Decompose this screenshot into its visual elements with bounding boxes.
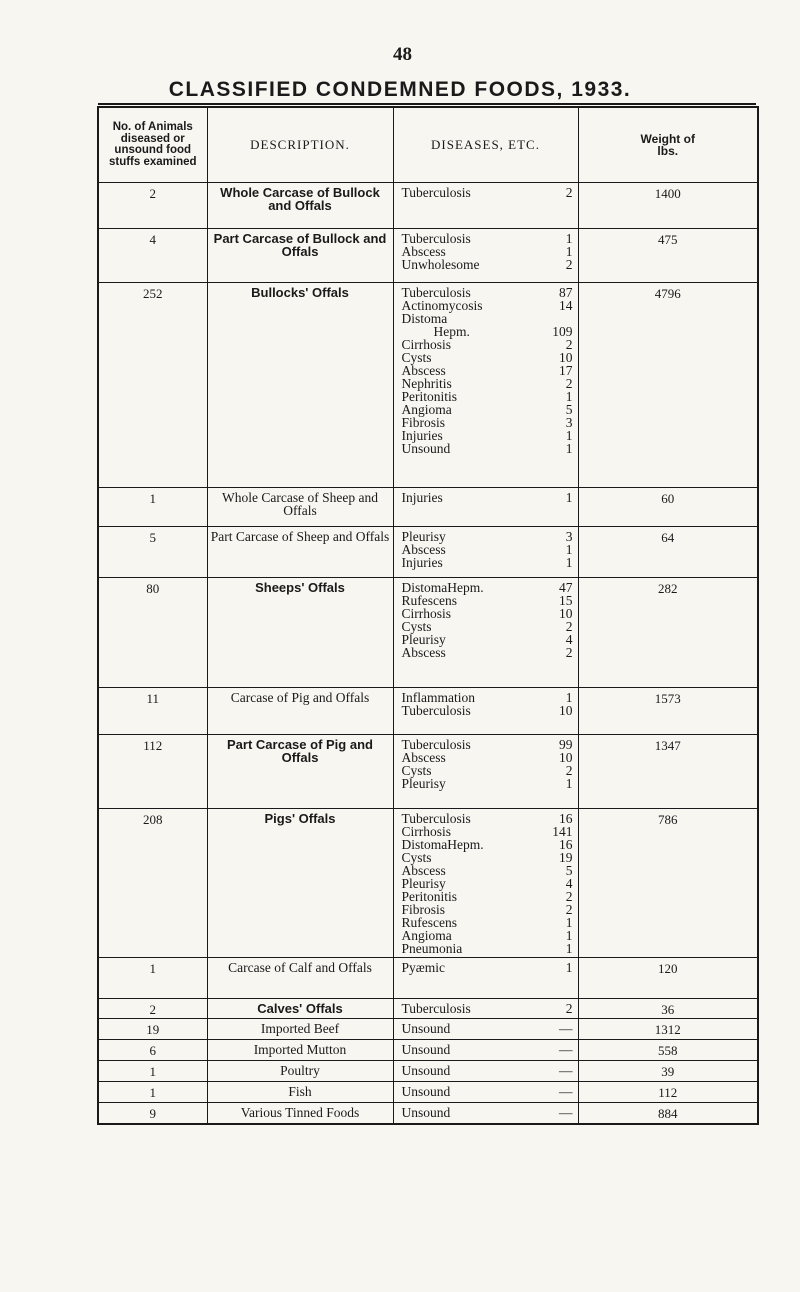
disease-count: 1 <box>565 776 573 791</box>
disease-name: Tuberculosis <box>401 1001 471 1016</box>
weight-lbs: 1312 <box>578 1019 758 1040</box>
table-row <box>98 999 758 1019</box>
page-number: 48 <box>393 44 412 65</box>
disease-name: DistomaHepm. <box>401 837 484 852</box>
food-description: Part Carcase of Bullock and Offals <box>207 229 393 283</box>
disease-count: 1 <box>565 244 573 259</box>
disease-name: Abscess <box>401 542 446 557</box>
disease-name: Cysts <box>401 350 432 365</box>
animal-count: 80 <box>98 578 207 688</box>
weight-lbs: 1400 <box>578 183 758 229</box>
food-description: Whole Carcase of Bullock and Offals <box>207 183 393 229</box>
diseases-cell <box>393 1019 578 1040</box>
disease-count: 10 <box>559 703 573 718</box>
disease-count: 10 <box>559 350 573 365</box>
table-row <box>98 1061 758 1082</box>
weight-lbs: 884 <box>578 1103 758 1124</box>
diseases-cell <box>393 958 578 999</box>
disease-name: Injuries <box>401 555 443 570</box>
disease-name: Pleurisy <box>401 776 446 791</box>
disease-name: Nephritis <box>401 376 452 391</box>
food-description: Whole Carcase of Sheep and Offals <box>207 488 393 527</box>
animal-count: 1 <box>98 488 207 527</box>
diseases-cell <box>393 283 578 488</box>
food-description: Imported Mutton <box>207 1040 393 1061</box>
disease-count: 1 <box>565 428 573 443</box>
disease-count: 2 <box>565 185 573 200</box>
disease-entry <box>402 1002 573 1015</box>
animal-count: 6 <box>98 1040 207 1061</box>
disease-name: Pyæmic <box>401 960 446 975</box>
food-description: Sheeps' Offals <box>207 578 393 688</box>
disease-name: Cirrhosis <box>401 824 452 839</box>
table-row <box>98 735 758 809</box>
title-rule <box>98 103 756 105</box>
disease-count: 10 <box>559 750 573 765</box>
food-description: Part Carcase of Sheep and Offals <box>207 527 393 578</box>
weight-lbs: 4796 <box>578 283 758 488</box>
disease-count: 47 <box>559 580 573 595</box>
disease-count: 17 <box>559 363 573 378</box>
disease-entry <box>402 258 573 271</box>
diseases-cell <box>393 1082 578 1103</box>
disease-name: Tuberculosis <box>401 811 471 826</box>
table-row <box>98 1103 758 1124</box>
disease-count: 3 <box>565 529 573 544</box>
disease-count: 2 <box>565 902 573 917</box>
disease-name: Tuberculosis <box>401 185 471 200</box>
disease-entry <box>402 1106 573 1119</box>
disease-name: Pleurisy <box>401 632 446 647</box>
disease-count: 2 <box>565 645 573 660</box>
disease-count: 2 <box>565 376 573 391</box>
weight-lbs: 64 <box>578 527 758 578</box>
disease-entry <box>402 491 573 504</box>
disease-entry <box>402 646 573 659</box>
disease-name: DistomaHepm. <box>401 580 484 595</box>
disease-count: 1 <box>565 960 573 975</box>
animal-count: 5 <box>98 527 207 578</box>
disease-entry <box>402 1064 573 1077</box>
disease-count: 3 <box>565 415 573 430</box>
disease-name: Cirrhosis <box>401 337 452 352</box>
animal-count: 1 <box>98 1061 207 1082</box>
animal-count: 19 <box>98 1019 207 1040</box>
disease-name: Abscess <box>401 363 446 378</box>
header-animals: No. of Animals diseased or unsound food stuffs examined <box>98 107 207 183</box>
animal-count: 1 <box>98 958 207 999</box>
disease-count: — <box>559 1063 573 1078</box>
food-description: Bullocks' Offals <box>207 283 393 488</box>
header-weight: Weight of lbs. <box>578 107 758 183</box>
disease-name: Rufescens <box>401 593 457 608</box>
disease-count: 14 <box>559 298 573 313</box>
disease-count: 5 <box>565 402 573 417</box>
disease-name: Pneumonia <box>401 941 463 956</box>
disease-name: Pleurisy <box>401 876 446 891</box>
disease-entry <box>402 704 573 717</box>
disease-name: Tuberculosis <box>401 737 471 752</box>
diseases-cell <box>393 735 578 809</box>
table-row <box>98 958 758 999</box>
disease-name: Distoma <box>401 311 448 326</box>
disease-name: Unsound <box>401 1063 451 1078</box>
disease-count: 5 <box>565 863 573 878</box>
diseases-cell <box>393 688 578 735</box>
disease-count: 2 <box>565 1001 573 1016</box>
disease-entry <box>402 961 573 974</box>
food-description: Part Carcase of Pig and Offals <box>207 735 393 809</box>
disease-entry <box>402 777 573 790</box>
disease-count: 1 <box>565 490 573 505</box>
table-row <box>98 527 758 578</box>
animal-count: 4 <box>98 229 207 283</box>
diseases-cell <box>393 999 578 1019</box>
disease-count: 16 <box>559 837 573 852</box>
disease-count: 99 <box>559 737 573 752</box>
disease-count: — <box>559 1042 573 1057</box>
disease-name: Cysts <box>401 763 432 778</box>
disease-name: Unsound <box>401 1105 451 1120</box>
disease-name: Tuberculosis <box>401 285 471 300</box>
disease-count: 2 <box>565 763 573 778</box>
diseases-cell <box>393 809 578 958</box>
weight-lbs: 36 <box>578 999 758 1019</box>
weight-lbs: 475 <box>578 229 758 283</box>
disease-count: 19 <box>559 850 573 865</box>
table-row <box>98 488 758 527</box>
weight-lbs: 558 <box>578 1040 758 1061</box>
disease-count: — <box>559 1105 573 1120</box>
food-description: Poultry <box>207 1061 393 1082</box>
food-description: Various Tinned Foods <box>207 1103 393 1124</box>
disease-count: 1 <box>565 928 573 943</box>
disease-name: Pleurisy <box>401 529 446 544</box>
disease-name: Inflammation <box>401 690 475 705</box>
diseases-cell <box>393 578 578 688</box>
disease-count: — <box>559 1084 573 1099</box>
disease-name: Injuries <box>401 428 443 443</box>
header-diseases: DISEASES, ETC. <box>393 107 578 183</box>
disease-entry <box>402 186 573 199</box>
weight-lbs: 112 <box>578 1082 758 1103</box>
animal-count: 9 <box>98 1103 207 1124</box>
weight-lbs: 282 <box>578 578 758 688</box>
disease-count: 1 <box>565 389 573 404</box>
food-description: Carcase of Pig and Offals <box>207 688 393 735</box>
food-description: Fish <box>207 1082 393 1103</box>
animal-count: 1 <box>98 1082 207 1103</box>
disease-name: Peritonitis <box>401 889 458 904</box>
food-description: Imported Beef <box>207 1019 393 1040</box>
table-header <box>98 107 758 183</box>
condemned-foods-table <box>97 106 759 1125</box>
animal-count: 2 <box>98 999 207 1019</box>
disease-entry <box>402 942 573 955</box>
disease-count: 2 <box>565 257 573 272</box>
disease-name: Actinomycosis <box>401 298 483 313</box>
animal-count: 112 <box>98 735 207 809</box>
disease-name: Unsound <box>401 1084 451 1099</box>
disease-count: 1 <box>565 690 573 705</box>
table-row <box>98 1082 758 1103</box>
weight-lbs: 60 <box>578 488 758 527</box>
diseases-cell <box>393 1103 578 1124</box>
disease-name: Rufescens <box>401 915 457 930</box>
disease-name: Fibrosis <box>401 902 446 917</box>
weight-lbs: 120 <box>578 958 758 999</box>
disease-name: Cysts <box>401 619 432 634</box>
header-description: DESCRIPTION. <box>207 107 393 183</box>
disease-name: Abscess <box>401 750 446 765</box>
disease-count: 2 <box>565 337 573 352</box>
disease-count: 4 <box>565 632 573 647</box>
disease-entry <box>402 312 573 325</box>
table-row <box>98 578 758 688</box>
disease-count: 10 <box>559 606 573 621</box>
table-row <box>98 183 758 229</box>
disease-entry <box>402 1043 573 1056</box>
animal-count: 2 <box>98 183 207 229</box>
disease-name: Tuberculosis <box>401 703 471 718</box>
disease-count: 2 <box>565 889 573 904</box>
animal-count: 252 <box>98 283 207 488</box>
disease-count: 1 <box>565 555 573 570</box>
disease-name: Peritonitis <box>401 389 458 404</box>
disease-name: Injuries <box>401 490 443 505</box>
disease-count: 15 <box>559 593 573 608</box>
table-row <box>98 1040 758 1061</box>
disease-count: 141 <box>552 824 573 839</box>
table-body <box>98 183 758 1124</box>
disease-entry <box>402 442 573 455</box>
disease-entry <box>402 556 573 569</box>
diseases-cell <box>393 183 578 229</box>
disease-count: 87 <box>559 285 573 300</box>
weight-lbs: 786 <box>578 809 758 958</box>
animal-count: 208 <box>98 809 207 958</box>
disease-count: 16 <box>559 811 573 826</box>
disease-count: — <box>559 1021 573 1036</box>
disease-name: Tuberculosis <box>401 231 471 246</box>
disease-name: Angioma <box>401 402 452 417</box>
disease-entry <box>402 1085 573 1098</box>
disease-count: 1 <box>565 941 573 956</box>
diseases-cell <box>393 229 578 283</box>
disease-name: Abscess <box>401 863 446 878</box>
diseases-cell <box>393 1040 578 1061</box>
disease-name: Abscess <box>401 645 446 660</box>
diseases-cell <box>393 527 578 578</box>
disease-count: 4 <box>565 876 573 891</box>
disease-count: 1 <box>565 441 573 456</box>
disease-name: Unsound <box>401 441 451 456</box>
disease-entry <box>402 1022 573 1035</box>
disease-count: 1 <box>565 231 573 246</box>
table-row <box>98 283 758 488</box>
disease-count: 1 <box>565 915 573 930</box>
disease-name: Abscess <box>401 244 446 259</box>
disease-name: Angioma <box>401 928 452 943</box>
disease-name: Fibrosis <box>401 415 446 430</box>
header-row <box>98 107 758 183</box>
page-title: CLASSIFIED CONDEMNED FOODS, 1933. <box>168 78 632 101</box>
food-description: Calves' Offals <box>207 999 393 1019</box>
table-row <box>98 688 758 735</box>
diseases-cell <box>393 1061 578 1082</box>
disease-name: Unsound <box>401 1021 451 1036</box>
disease-name: Cysts <box>401 850 432 865</box>
animal-count: 11 <box>98 688 207 735</box>
disease-name: Hepm. <box>433 324 470 339</box>
disease-count: 109 <box>552 324 573 339</box>
weight-lbs: 39 <box>578 1061 758 1082</box>
diseases-cell <box>393 488 578 527</box>
table-row <box>98 229 758 283</box>
disease-name: Unsound <box>401 1042 451 1057</box>
weight-lbs: 1573 <box>578 688 758 735</box>
disease-name: Cirrhosis <box>401 606 452 621</box>
disease-count: 2 <box>565 619 573 634</box>
weight-lbs: 1347 <box>578 735 758 809</box>
disease-name: Unwholesome <box>401 257 480 272</box>
table-row <box>98 1019 758 1040</box>
food-description: Carcase of Calf and Offals <box>207 958 393 999</box>
food-description: Pigs' Offals <box>207 809 393 958</box>
table-row <box>98 809 758 958</box>
disease-count: 1 <box>565 542 573 557</box>
